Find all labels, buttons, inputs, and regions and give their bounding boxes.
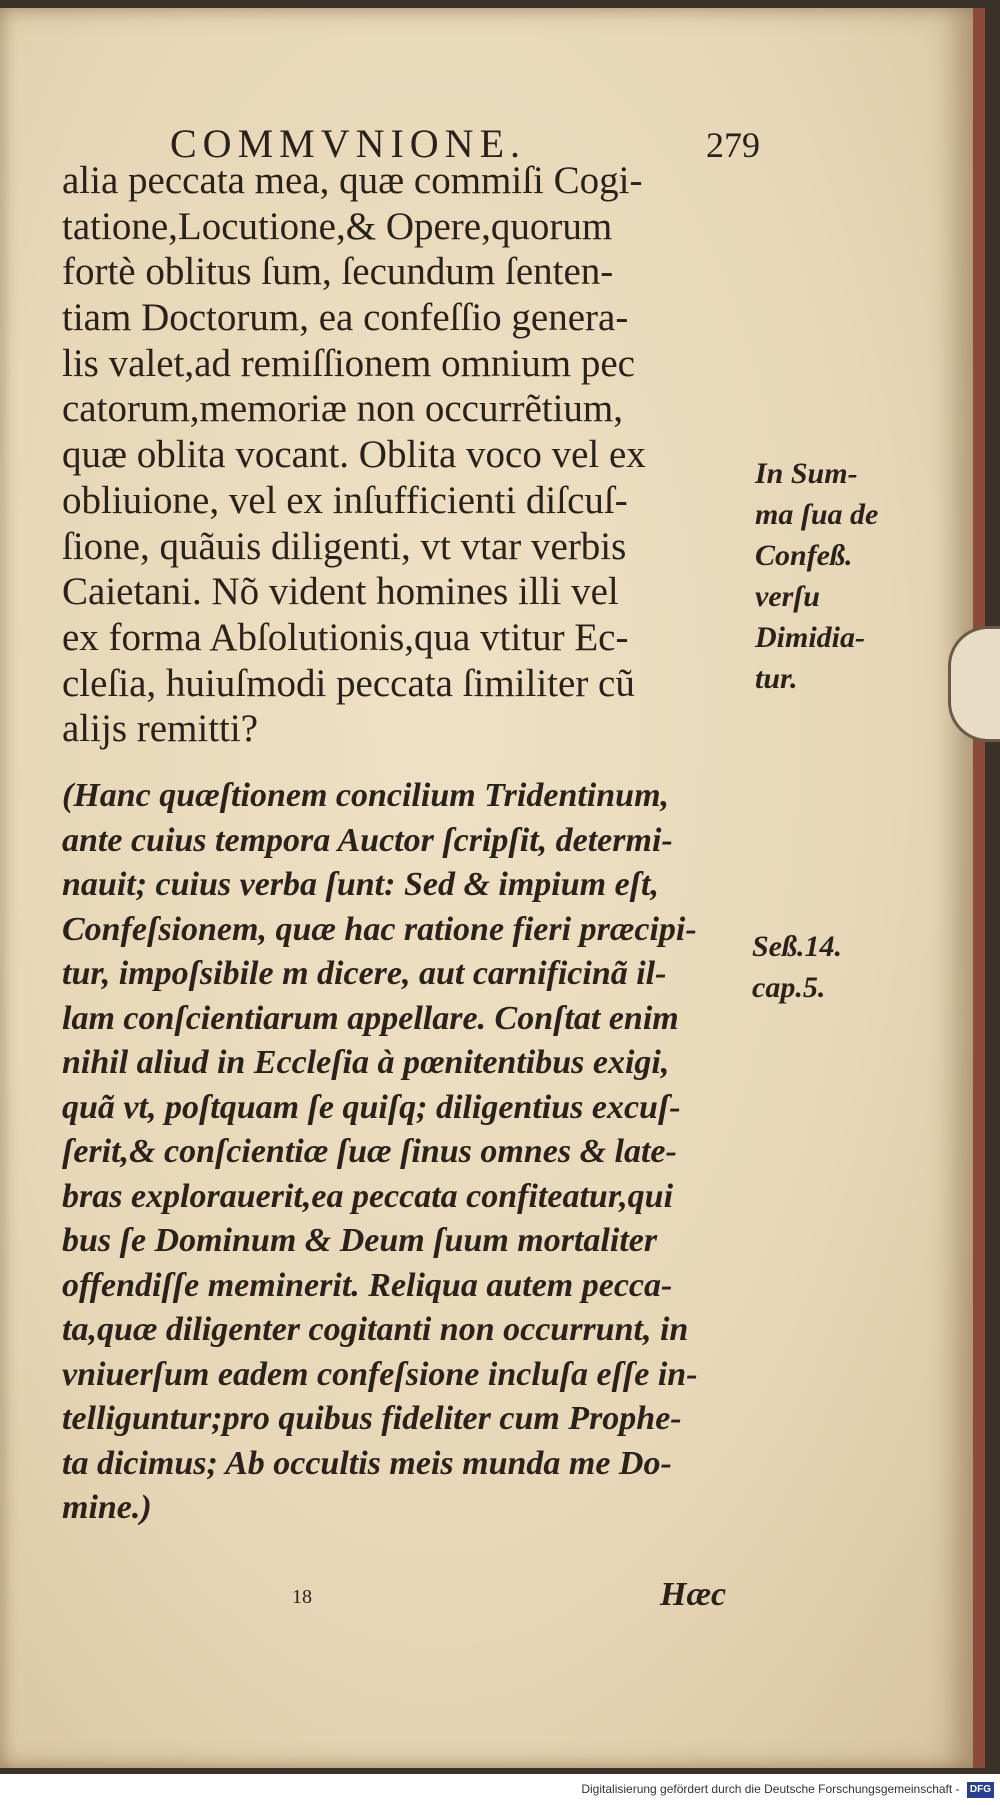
text-line: obliuione, vel ex inſufficienti diſcuſ-	[62, 478, 628, 522]
text-line: tiam Doctorum, ea confeſſio genera-	[62, 296, 629, 340]
italic-text-line: tur, impoſsibile m dicere, aut carnificinã il-	[62, 955, 667, 992]
text-line: catorum,memoriæ non occurrẽtium,	[62, 387, 624, 431]
signature-mark: 18	[292, 1586, 312, 1608]
book-page	[0, 8, 985, 1768]
digitization-footer	[0, 1774, 1000, 1805]
dfg-logo: DFG	[967, 1782, 994, 1798]
italic-text-line: offendiſſe meminerit. Reliqua autem pecca-	[62, 1266, 673, 1304]
margin-note-line: verſu	[755, 580, 820, 613]
page-number: 279	[706, 125, 760, 165]
italic-text-line: ſerit,& conſcientiæ ſuæ ſinus omnes & late-	[62, 1133, 677, 1170]
italic-text-line: mine.)	[62, 1489, 152, 1526]
text-line: alia peccata mea, quæ commiſi Cogi-	[62, 159, 643, 202]
text-line: ſione, quãuis diligenti, vt vtar verbis	[62, 524, 627, 568]
margin-note-line: tur.	[755, 662, 798, 695]
italic-text-line: bras explorauerit,ea peccata confiteatur,qui	[62, 1177, 674, 1215]
catchword: Hæc	[660, 1576, 727, 1613]
italic-text-line: lam conſcientiarum appellare. Conſtat enim	[62, 999, 679, 1037]
running-title: COMMVNIONE.	[170, 121, 526, 166]
text-line: tatione,Locutione,& Opere,quorum	[62, 204, 613, 248]
book-clasp	[948, 626, 1000, 742]
margin-note-summa	[755, 453, 878, 699]
main-text-block	[62, 158, 752, 752]
margin-note-line: Confeß.	[755, 539, 853, 572]
text-line: ex forma Abſolutionis,qua vtitur Ec-	[62, 615, 629, 659]
italic-text-line: bus ſe Dominum & Deum ſuum mortaliter	[62, 1222, 658, 1259]
margin-note-session	[752, 926, 842, 1008]
margin-note-line: In Sum-	[755, 457, 858, 490]
italic-text-line: (Hanc quæſtionem concilium Tridentinum,	[62, 777, 670, 814]
italic-text-line: vniuerſum eadem confeſsione incluſa eſſe in-	[62, 1355, 698, 1393]
footer-text: Digitalisierung gefördert durch die Deutsche Forschungsgemeinschaft -	[581, 1782, 960, 1796]
italic-text-line: ante cuius tempora Auctor ſcripſit, determi-	[62, 821, 673, 859]
italic-text-line: ta,quæ diligenter cogitanti non occurrunt, in	[62, 1311, 689, 1348]
text-line: cleſia, huiuſmodi peccata ſimiliter cũ	[62, 661, 635, 705]
margin-note-line: Dimidia-	[755, 621, 865, 654]
italic-text-line: nauit; cuius verba ſunt: Sed & impium eſt,	[62, 866, 659, 903]
text-line: fortè oblitus ſum, ſecundum ſenten-	[62, 250, 614, 294]
italic-text-line: quã vt, poſtquam ſe quiſq; diligentius excuſ-	[62, 1088, 681, 1126]
italic-text-line: nihil aliud in Eccleſia à pœnitentibus exigi,	[62, 1044, 670, 1081]
margin-note-line: ma ſua de	[755, 498, 879, 531]
italic-text-line: ta dicimus; Ab occultis meis munda me Do-	[62, 1444, 672, 1482]
margin-note-line: Seß.14.	[752, 930, 842, 963]
text-line: Caietani. Nõ vident homines illi vel	[62, 570, 619, 614]
text-line: alijs remitti?	[62, 707, 259, 751]
margin-note-line: cap.5.	[752, 971, 826, 1004]
text-line: quæ oblita vocant. Oblita voco vel ex	[62, 433, 646, 477]
italic-commentary-block	[62, 774, 762, 1531]
italic-text-line: Confeſsionem, quæ hac ratione fieri præcipi-	[62, 910, 697, 948]
text-line: lis valet,ad remiſſionem omnium pec	[62, 341, 635, 385]
italic-text-line: telliguntur;pro quibus fideliter cum Prophe-	[62, 1400, 682, 1437]
